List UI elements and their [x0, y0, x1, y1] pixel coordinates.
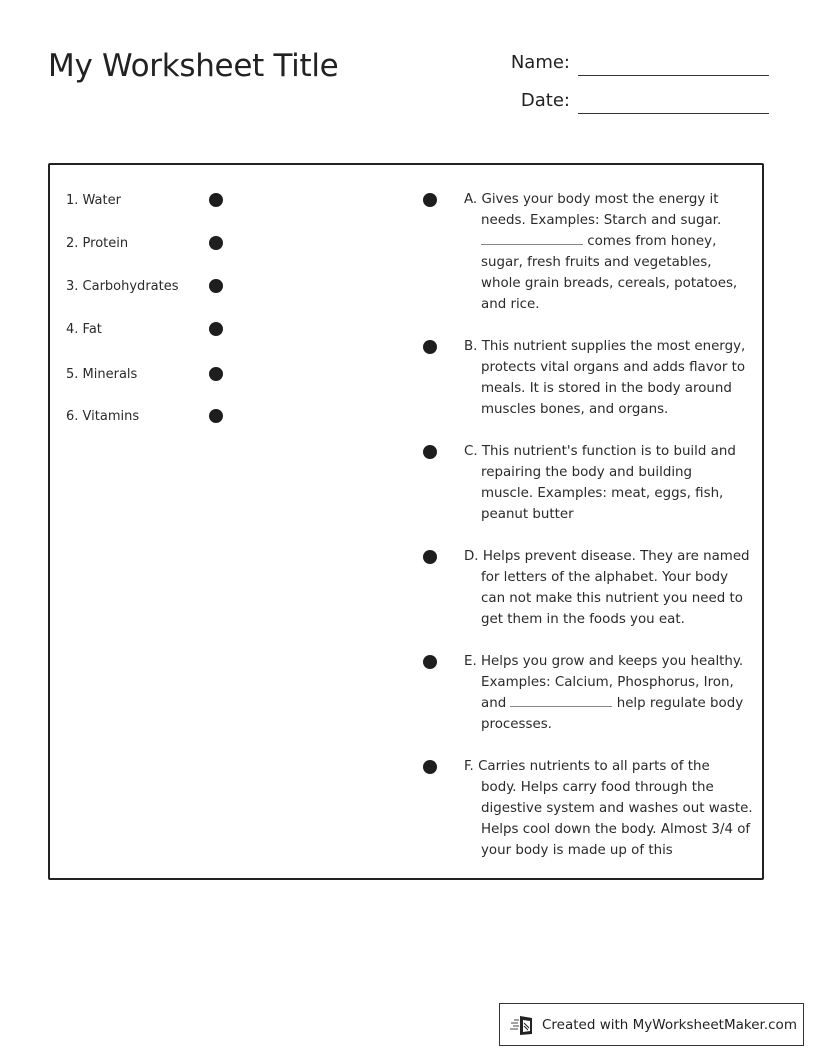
definition-text: get them in the foods you eat.	[481, 612, 685, 627]
definition-item-c	[464, 441, 754, 525]
date-input-line[interactable]	[578, 113, 769, 114]
definition-text: This nutrient's function is to build and	[481, 444, 736, 459]
definition-letter: F.	[464, 759, 474, 774]
definition-letter: E.	[464, 654, 477, 669]
definition-item-e	[464, 651, 754, 735]
definition-text: for letters of the alphabet. Your body	[481, 570, 729, 585]
term-item: 3. Carbohydrates	[66, 279, 179, 294]
definition-text: repairing the body and building	[481, 465, 693, 480]
definition-text: whole grain breads, cereals, potatoes,	[481, 276, 738, 291]
date-label: Date:	[520, 90, 570, 111]
footer-credit-badge[interactable]	[499, 1003, 804, 1046]
definition-item-b	[464, 336, 754, 420]
name-label: Name:	[510, 52, 570, 73]
date-field-row	[490, 90, 769, 112]
definition-text: digestive system and washes out waste.	[481, 801, 753, 816]
definition-text: meals. It is stored in the body around	[481, 381, 732, 396]
match-dot-right[interactable]	[423, 655, 437, 669]
definition-text	[464, 693, 754, 714]
name-field-row	[490, 52, 769, 74]
definition-text: This nutrient supplies the most energy,	[481, 339, 746, 354]
definition-text: Gives your body most the energy it	[481, 192, 719, 207]
definition-item-a	[464, 189, 754, 315]
definition-item-d	[464, 546, 754, 630]
definition-text: comes from honey,	[583, 234, 717, 249]
definition-text: help regulate body	[612, 696, 744, 711]
term-item: 1. Water	[66, 193, 121, 208]
definition-letter: B.	[464, 339, 478, 354]
definition-text: needs. Examples: Starch and sugar.	[481, 213, 722, 228]
definition-item-f	[464, 756, 754, 861]
definition-text: muscles bones, and organs.	[481, 402, 669, 417]
match-dot-left[interactable]	[209, 193, 223, 207]
definition-letter: A.	[464, 192, 478, 207]
definition-text: processes.	[481, 717, 552, 732]
match-dot-left[interactable]	[209, 322, 223, 336]
definition-text: can not make this nutrient you need to	[481, 591, 743, 606]
page-title: My Worksheet Title	[48, 48, 339, 84]
definition-letter: C.	[464, 444, 478, 459]
match-dot-left[interactable]	[209, 236, 223, 250]
match-dot-right[interactable]	[423, 550, 437, 564]
term-item: 5. Minerals	[66, 367, 138, 382]
term-item: 6. Vitamins	[66, 409, 140, 424]
definition-text: and	[481, 696, 511, 711]
fill-in-blank[interactable]	[481, 232, 583, 245]
definition-text: and rice.	[481, 297, 540, 312]
worksheet-maker-logo-icon	[510, 1014, 536, 1036]
definition-letter: D.	[464, 549, 479, 564]
footer-credit-text: Created with MyWorksheetMaker.com	[542, 1016, 797, 1033]
fill-in-blank[interactable]	[510, 694, 612, 707]
definition-text: protects vital organs and adds flavor to	[481, 360, 746, 375]
definition-text: Helps you grow and keeps you healthy.	[480, 654, 744, 669]
definition-text: your body is made up of this	[481, 843, 673, 858]
term-item: 4. Fat	[66, 322, 102, 337]
match-dot-left[interactable]	[209, 367, 223, 381]
match-dot-left[interactable]	[209, 279, 223, 293]
definition-text: body. Helps carry food through the	[481, 780, 714, 795]
definition-text: Carries nutrients to all parts of the	[478, 759, 710, 774]
match-dot-left[interactable]	[209, 409, 223, 423]
definition-text: muscle. Examples: meat, eggs, fish,	[481, 486, 724, 501]
match-dot-right[interactable]	[423, 340, 437, 354]
definition-text: Helps prevent disease. They are named	[482, 549, 750, 564]
definition-text: sugar, fresh fruits and vegetables,	[481, 255, 712, 270]
definition-text: Helps cool down the body. Almost 3/4 of	[481, 822, 751, 837]
definition-text: peanut butter	[481, 507, 574, 522]
name-input-line[interactable]	[578, 75, 769, 76]
match-dot-right[interactable]	[423, 760, 437, 774]
definition-text: Examples: Calcium, Phosphorus, Iron,	[481, 675, 734, 690]
match-dot-right[interactable]	[423, 445, 437, 459]
definition-text	[464, 231, 754, 252]
term-item: 2. Protein	[66, 236, 129, 251]
match-dot-right[interactable]	[423, 193, 437, 207]
